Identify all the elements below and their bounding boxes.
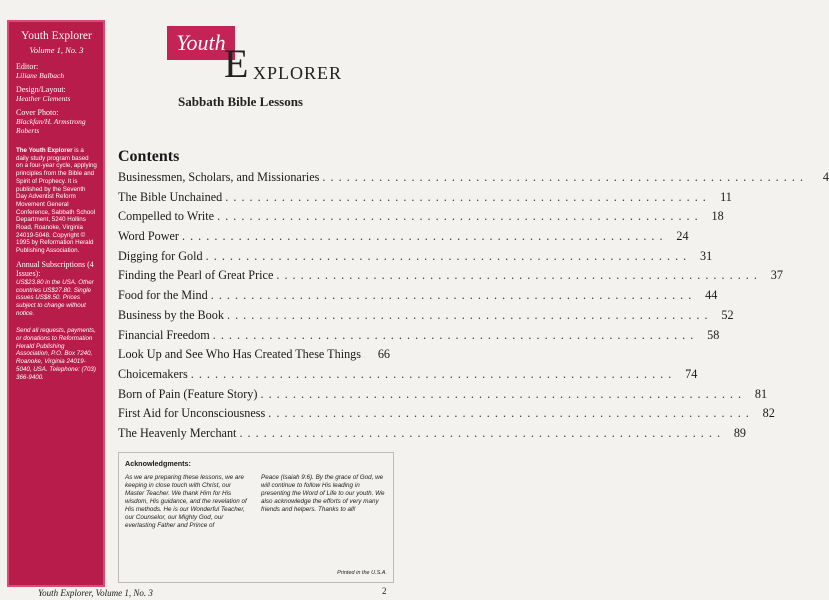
toc-entry[interactable] xyxy=(118,327,720,348)
toc-entry-title: Digging for Gold xyxy=(118,248,203,263)
toc-entry-page: 74 xyxy=(685,366,698,381)
annual-subscription-label: Annual Subscriptions (4 Issues): xyxy=(16,259,94,278)
page-subtitle: Sabbath Bible Lessons xyxy=(178,94,303,109)
masthead-issue: Volume 1, No. 3 xyxy=(29,45,84,55)
acknowledgments-box xyxy=(118,452,394,583)
toc-leader-dots: . . . . . . . . . . . . . . . . . . . . . . . . . . . . . . . . . . . . . . . . . . . . . . . . . . . . . . . . . . . . xyxy=(225,189,707,204)
page-footer: Youth Explorer, Volume 1, No. 3 xyxy=(38,588,153,598)
toc-leader-dots: . . . . . . . . . . . . . . . . . . . . . . . . . . . . . . . . . . . . . . . . . . . . . . . . . . . . . . . . . . . . xyxy=(276,268,758,283)
toc-entry-page: 81 xyxy=(754,386,768,401)
toc-entry-page: 31 xyxy=(700,248,713,263)
toc-entry[interactable] xyxy=(118,170,829,190)
toc-entry-page: 89 xyxy=(733,425,747,440)
toc-entry-title: Financial Freedom xyxy=(118,327,210,342)
toc-entry-page: 37 xyxy=(770,268,783,283)
acknowledgments-col1: As we are preparing these lessons, we are keeping in close touch with Christ, our Master Teacher. We thank Him for His wisdom, His guidance, and the revelation of His methods. He is our Wonderful Teacher, our Counselor, our Mighty God, our everlasting Father and Prince of xyxy=(125,474,247,529)
about-text xyxy=(16,147,97,255)
design-value: Heather Clements xyxy=(16,94,71,103)
toc-entry-title: Finding the Pearl of Great Price xyxy=(118,268,274,283)
toc-entry[interactable] xyxy=(118,366,698,387)
toc-entry[interactable] xyxy=(118,406,775,426)
toc-entry-title: The Heavenly Merchant xyxy=(118,425,237,440)
toc-entry-page: 18 xyxy=(711,209,724,224)
toc-entry-title: Choicemakers xyxy=(118,366,188,381)
toc-leader-dots: . . . . . . . . . . . . . . . . . . . . . . . . . . . . . . . . . . . . . . . . . . . . . . . . . . . . . . . . . . . . xyxy=(181,229,664,244)
toc-leader-dots: . . . . . . . . . . . . . . . . . . . . . . . . . . . . . . . . . . . . . . . . . . . . . . . . . . . . . . . . . . . . xyxy=(205,248,688,263)
toc-entry[interactable] xyxy=(118,386,768,407)
toc-entry-title: Business by the Book xyxy=(118,307,224,322)
cover-photo-value: Blackfan/H. Armstrong Roberts xyxy=(16,117,86,135)
page-number: 2 xyxy=(382,586,387,596)
logo-youth-text: Youth xyxy=(176,30,226,55)
cover-photo-label: Cover Photo: xyxy=(16,108,59,117)
toc-entry-page: 66 xyxy=(377,347,390,362)
masthead-sidebar xyxy=(7,20,105,587)
toc-entry[interactable] xyxy=(118,288,718,308)
toc-entry[interactable] xyxy=(118,209,724,229)
toc-entry[interactable] xyxy=(118,425,747,446)
toc-entry-title: Look Up and See Who Has Created These Things xyxy=(118,347,362,362)
youth-explorer-logo xyxy=(157,22,357,92)
toc-entry-page: 24 xyxy=(676,229,689,244)
logo-e-letter: E xyxy=(224,41,249,86)
toc-entry[interactable] xyxy=(118,189,732,210)
design-label: Design/Layout: xyxy=(16,85,66,94)
toc-entry-page: 44 xyxy=(705,288,718,303)
toc-entry-page: 11 xyxy=(720,189,732,204)
toc-leader-dots: . . . . . . . . . . . . . . . . . . . . . . . . . . . . . . . . . . . . . . . . . . . . . . . . . . . . . . . . . . . . xyxy=(226,307,709,322)
toc-leader-dots: . . . . . . . . . . . . . . . . . . . . . . . . . . . . . . . . . . . . . . . . . . . . . . . . . . . . . . . . . . . . xyxy=(239,425,722,440)
toc-leader-dots xyxy=(364,347,365,362)
contents-heading: Contents xyxy=(118,148,180,165)
acknowledgments-col2: Peace (Isaiah 9:6). By the grace of God, we will continue to follow His leading in presenting the Word of Life to our youth. We also acknowledge the efforts of very many friends and helpers. Thanks to all! xyxy=(261,474,385,513)
masthead-title: Youth Explorer xyxy=(21,30,92,42)
editor-label: Editor: xyxy=(16,62,39,71)
toc-entry[interactable] xyxy=(118,347,390,367)
toc-leader-dots: . . . . . . . . . . . . . . . . . . . . . . . . . . . . . . . . . . . . . . . . . . . . . . . . . . . . . . . . . . . . xyxy=(210,288,693,303)
toc-leader-dots: . . . . . . . . . . . . . . . . . . . . . . . . . . . . . . . . . . . . . . . . . . . . . . . . . . . . . . . . . . . . xyxy=(190,366,673,381)
toc-leader-dots: . . . . . . . . . . . . . . . . . . . . . . . . . . . . . . . . . . . . . . . . . . . . . . . . . . . . . . . . . . . . xyxy=(260,386,743,401)
toc-leader-dots: . . . . . . . . . . . . . . . . . . . . . . . . . . . . . . . . . . . . . . . . . . . . . . . . . . . . . . . . . . . . xyxy=(268,406,750,421)
toc-entry-title: Born of Pain (Feature Story) xyxy=(118,386,258,401)
toc-entry-page: 58 xyxy=(707,327,720,342)
toc-entry[interactable] xyxy=(118,307,734,328)
toc-leader-dots: . . . . . . . . . . . . . . . . . . . . . . . . . . . . . . . . . . . . . . . . . . . . . . . . . . . . . . . . . . . . xyxy=(212,327,695,342)
send-requests-text: Send all requests, payments, or donations to Reformation Herald Publishing Association, P.O. Box 7240, Roanoke, Virginia 24019-5040, USA. Telephone: (703) 366-9400. xyxy=(16,327,96,381)
toc-entry-page: 82 xyxy=(762,406,775,421)
toc-entry-page: 52 xyxy=(721,307,734,322)
toc-entry-title: Word Power xyxy=(118,229,179,244)
printed-in-note: Printed in the U.S.A. xyxy=(337,570,387,576)
toc-entry[interactable] xyxy=(118,248,713,269)
table-of-contents xyxy=(118,170,829,446)
editor-value: Liliane Balbach xyxy=(16,71,65,80)
annual-subscription-price: US$23.80 in the USA. Other countries US$27.80. Single issues US$8.50. Prices subject to change without notice. xyxy=(16,278,94,317)
toc-leader-dots: . . . . . . . . . . . . . . . . . . . . . . . . . . . . . . . . . . . . . . . . . . . . . . . . . . . . . . . . . . . . xyxy=(217,209,699,224)
acknowledgments-heading: Acknowledgments: xyxy=(125,459,191,468)
toc-leader-dots: . . . . . . . . . . . . . . . . . . . . . . . . . . . . . . . . . . . . . . . . . . . . . . . . . . . . . . . . . . . . xyxy=(322,170,804,184)
logo-xplorer-text: XPLORER xyxy=(253,63,343,83)
toc-entry-title: Compelled to Write xyxy=(118,209,215,224)
toc-entry[interactable] xyxy=(118,229,689,249)
toc-entry-title: Businessmen, Scholars, and Missionaries xyxy=(118,170,320,184)
toc-entry-page: 4 xyxy=(822,170,829,184)
about-bold: The Youth Explorer xyxy=(16,147,73,154)
toc-entry[interactable] xyxy=(118,268,783,288)
toc-entry-title: Food for the Mind xyxy=(118,288,208,303)
about-body: is a daily study program based on a four-year cycle, applying principles from the Bible and Spirit of Prophecy. It is published by the Seventh Day Adventist Reform Movement General Conference, Sabbath School Department, 5240 Hollins Road, Roanoke, Virginia 24019-5048. Copyright © 1995 by Reformation Herald Publishing Association. xyxy=(16,147,97,255)
toc-entry-title: First Aid for Unconsciousness xyxy=(118,406,266,421)
acknowledgments-columns xyxy=(125,474,387,530)
toc-entry-title: The Bible Unchained xyxy=(118,189,223,204)
